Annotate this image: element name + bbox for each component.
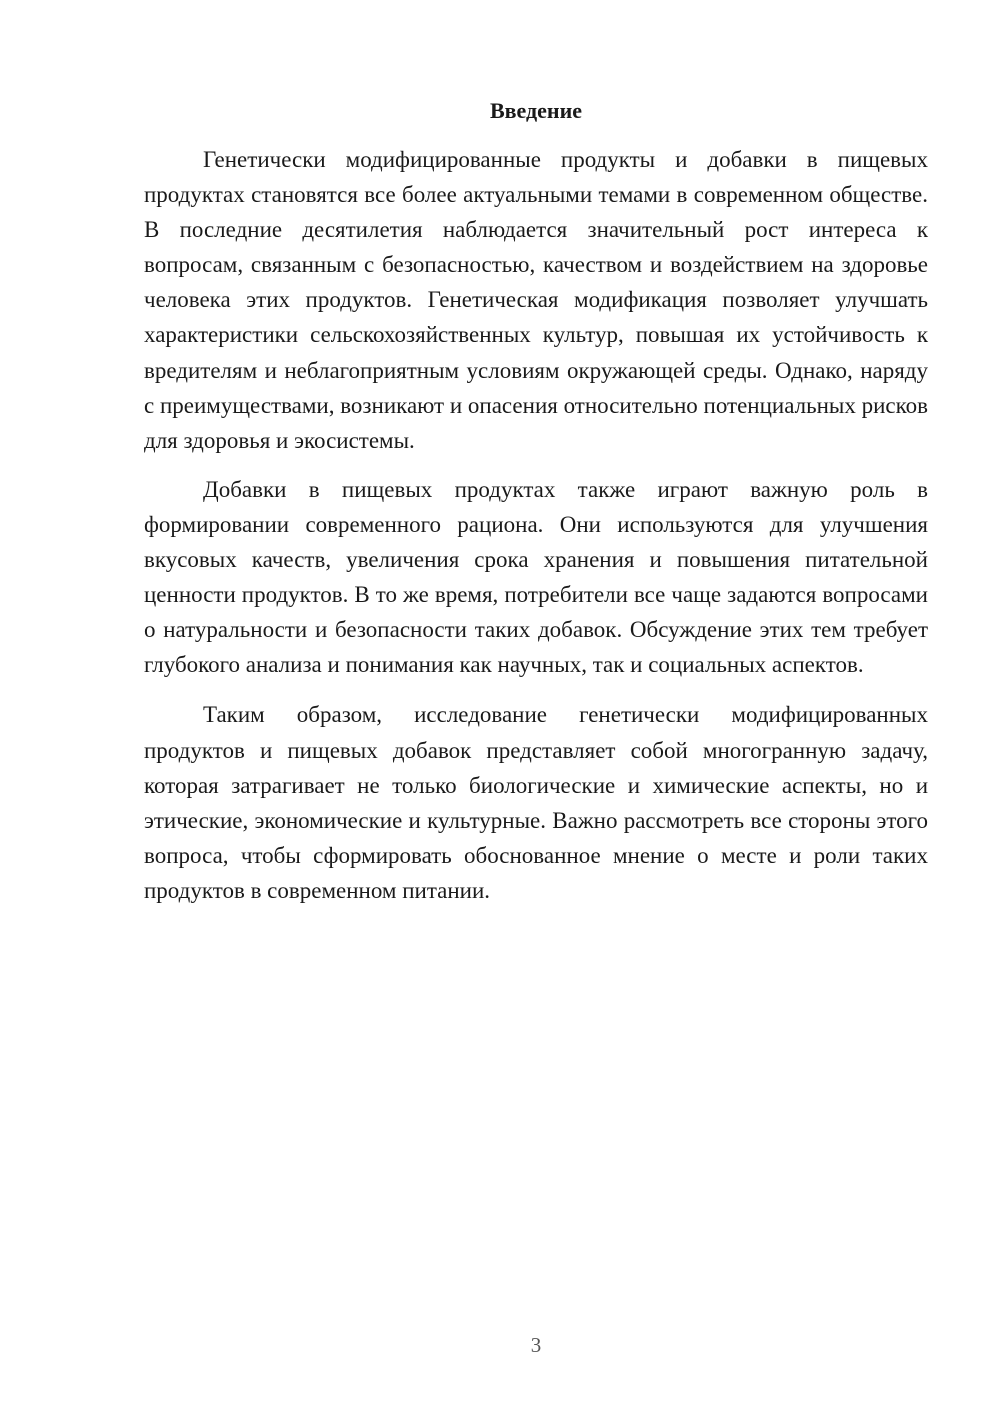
page-number: 3	[530, 1333, 542, 1357]
page-content	[144, 94, 928, 908]
paragraph-1: Генетически модифицированные продукты и добавки в пищевых продуктах становятся все более актуальными темами в современном обществе. В последние десятилетия наблюдается значительный рост интереса к вопросам, связанным с безопасностью, качеством и воздействием на здоровье человека этих продуктов. Генетическая модификация позволяет улучшать характеристики сельскохозяйственных культур, повышая их устойчивость к вредителям и неблагоприятным условиям окружающей среды. Однако, наряду с преимуществами, возникают и опасения относительно потенциальных рисков для здоровья и экосистемы.	[144, 147, 928, 453]
section-title: Введение	[489, 98, 583, 123]
paragraph-3: Таким образом, исследование генетически модифицированных продуктов и пищевых добавок представляет собой многогранную задачу, которая затрагивает не только биологические и химические аспекты, но и этические, экономические и культурные. Важно рассмотреть все стороны этого вопроса, чтобы сформировать обоснованное мнение о месте и роли таких продуктов в современном питании.	[144, 702, 928, 903]
paragraph-2: Добавки в пищевых продуктах также играют важную роль в формировании современного рациона. Они используются для улучшения вкусовых качеств, увеличения срока хранения и повышения питательной ценности продуктов. В то же время, потребители все чаще задаются вопросами о натуральности и безопасности таких добавок. Обсуждение этих тем требует глубокого анализа и понимания как научных, так и социальных аспектов.	[144, 476, 928, 678]
